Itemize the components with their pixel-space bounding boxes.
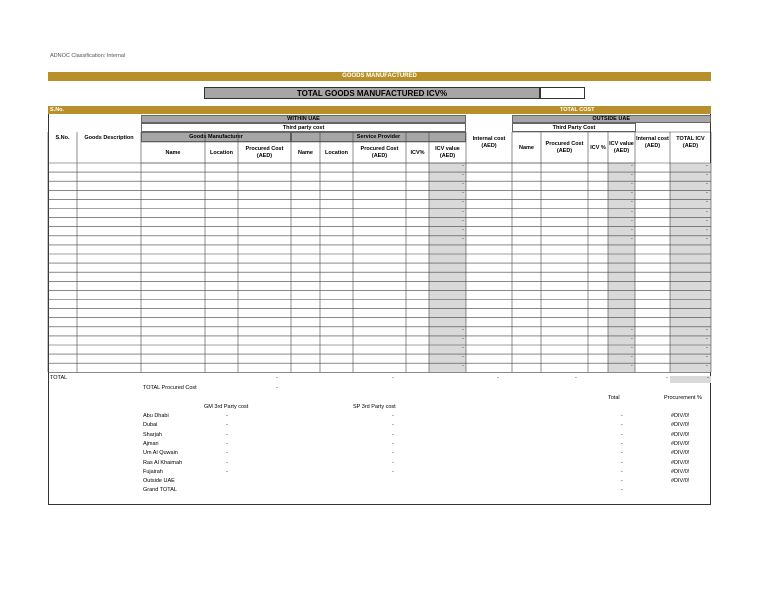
summary-gm-header: GM 3rd Party cost xyxy=(204,404,249,410)
header-internal-cost: Internal cost (AED) xyxy=(472,136,506,149)
total-outside-internal: - xyxy=(666,375,668,381)
summary-gm-cost: - xyxy=(226,440,228,447)
outside-icv-value-cell[interactable]: - xyxy=(631,172,633,179)
outside-icv-value-cell[interactable]: - xyxy=(631,199,633,206)
total-icv-cell[interactable]: - xyxy=(706,226,708,233)
goods-manufacturer-band: Goods Manufacturer xyxy=(141,132,291,142)
section-title-bar: GOODS MANUFACTURED xyxy=(48,72,711,81)
total-icv-cell[interactable]: - xyxy=(706,190,708,197)
total-icv-cell[interactable]: - xyxy=(706,326,708,333)
summary-gm-cost: - xyxy=(226,459,228,466)
summary-total: - xyxy=(621,459,623,466)
total-icv-cell[interactable]: - xyxy=(706,354,708,361)
icv-value-cell[interactable]: - xyxy=(462,235,464,242)
icv-value-cell[interactable]: - xyxy=(462,363,464,370)
summary-emirate: Grand TOTAL xyxy=(143,487,177,494)
service-provider-band: Service Provider xyxy=(291,132,466,142)
icv-value-cell[interactable]: - xyxy=(462,172,464,179)
summary-sp-cost: - xyxy=(392,431,394,438)
summary-sp-header: SP 3rd Party cost xyxy=(353,404,396,410)
summary-total: - xyxy=(621,422,623,429)
summary-procurement-pct: #DIV/0! xyxy=(671,440,690,447)
header-total-icv: TOTAL ICV (AED) xyxy=(676,136,705,149)
total-icv-cell[interactable]: - xyxy=(706,199,708,206)
outside-icv-value-cell[interactable]: - xyxy=(631,217,633,224)
total-icv-cell[interactable]: - xyxy=(706,163,708,169)
total-icv-cell[interactable]: - xyxy=(706,363,708,370)
icv-value-cell[interactable]: - xyxy=(462,199,464,206)
header-sno: S.No. xyxy=(55,134,70,141)
within-uae-band: WITHIN UAE xyxy=(141,115,466,123)
header-sp-name: Name xyxy=(298,149,313,156)
outside-icv-value-cell[interactable]: - xyxy=(631,190,633,197)
total-procured-label: TOTAL Procured Cost xyxy=(143,385,197,391)
summary-total: - xyxy=(621,468,623,475)
total-icv-cell[interactable]: - xyxy=(706,208,708,215)
summary-gm-cost: - xyxy=(226,450,228,457)
header-outside-icv: ICV % xyxy=(590,144,606,151)
icv-value-cell[interactable]: - xyxy=(462,163,464,169)
header-icv-value: ICV value (AED) xyxy=(435,146,460,159)
summary-procurement-pct: #DIV/0! xyxy=(671,478,690,485)
summary-procurement-pct: #DIV/0! xyxy=(671,459,690,466)
icv-value-cell[interactable]: - xyxy=(462,354,464,361)
icv-value-cell[interactable]: - xyxy=(462,217,464,224)
total-outside-procured: - xyxy=(575,375,577,381)
outside-icv-value-cell[interactable]: - xyxy=(631,226,633,233)
summary-total: - xyxy=(621,487,623,494)
summary-emirate: Um Al Quwain xyxy=(143,450,178,457)
header-icv-percent: ICV% xyxy=(410,149,425,156)
summary-procurement-header: Procurement % xyxy=(664,395,702,401)
summary-emirate: Ajman xyxy=(143,440,159,447)
summary-gm-cost: - xyxy=(226,413,228,419)
icv-value-cell[interactable]: - xyxy=(462,181,464,188)
header-gm-location: Location xyxy=(210,149,233,156)
summary-total: - xyxy=(621,431,623,438)
summary-emirate: Abu Dhabi xyxy=(143,413,169,419)
total-icv-cell[interactable] xyxy=(670,376,711,383)
total-gm-procured: - xyxy=(276,375,278,381)
total-icv-cell[interactable]: - xyxy=(706,172,708,179)
summary-procurement-pct: #DIV/0! xyxy=(671,468,690,475)
icv-value-cell[interactable]: - xyxy=(462,208,464,215)
main-title: TOTAL GOODS MANUFACTURED ICV% xyxy=(204,87,540,99)
summary-gm-cost: - xyxy=(226,468,228,475)
total-procured-value: - xyxy=(276,385,278,391)
header-outside-procured: Procured Cost (AED) xyxy=(545,141,584,154)
total-icv-cell[interactable]: - xyxy=(706,181,708,188)
summary-emirate: Ras Al Khaimah xyxy=(143,459,183,466)
outside-uae-band: OUTSIDE UAE xyxy=(512,115,711,123)
total-internal-cost: - xyxy=(497,375,499,381)
summary-sp-cost: - xyxy=(392,422,394,429)
summary-procurement-pct: #DIV/0! xyxy=(671,422,690,429)
total-icv-value: - xyxy=(707,375,709,381)
sno-bar-label: S.No. xyxy=(50,107,65,113)
summary-emirate: Outside UAE xyxy=(143,478,175,485)
icv-value-cell[interactable]: - xyxy=(462,326,464,333)
outside-icv-value-cell[interactable]: - xyxy=(631,354,633,361)
shaded-column xyxy=(670,163,711,372)
summary-sp-cost: - xyxy=(392,468,394,475)
shaded-column xyxy=(429,163,466,372)
summary-gm-cost: - xyxy=(226,431,228,438)
header-outside-icv-value: ICV value (AED) xyxy=(609,141,634,154)
header-sp-procured: Procured Cost (AED) xyxy=(360,146,399,159)
third-party-outside-band: Third Party Cost xyxy=(512,123,636,132)
header-gm-procured: Procured Cost (AED) xyxy=(245,146,284,159)
outside-icv-value-cell[interactable]: - xyxy=(631,345,633,351)
summary-emirate: Dubai xyxy=(143,422,158,429)
summary-procurement-pct: #DIV/0! xyxy=(671,431,690,438)
summary-sp-cost: - xyxy=(392,459,394,466)
summary-procurement-pct: #DIV/0! xyxy=(671,450,690,457)
icv-value-cell[interactable]: - xyxy=(462,226,464,233)
outside-icv-value-cell[interactable]: - xyxy=(631,235,633,242)
total-icv-cell[interactable]: - xyxy=(706,217,708,224)
summary-gm-cost: - xyxy=(226,422,228,429)
total-label: TOTAL xyxy=(50,375,68,381)
icv-value-cell[interactable]: - xyxy=(462,345,464,351)
header-outside-name: Name xyxy=(519,144,534,151)
summary-emirate: Fujairah xyxy=(143,468,163,475)
summary-procurement-pct: #DIV/0! xyxy=(671,413,690,419)
total-icv-cell[interactable]: - xyxy=(706,345,708,351)
summary-sp-cost: - xyxy=(392,440,394,447)
outside-icv-value-cell[interactable]: - xyxy=(631,363,633,370)
outside-icv-value-cell[interactable]: - xyxy=(631,181,633,188)
summary-total: - xyxy=(621,440,623,447)
total-sp-procured: - xyxy=(392,375,394,381)
header-goods-description: Goods Description xyxy=(84,134,134,141)
classification-label: ADNOC Classification: Internal xyxy=(50,53,126,59)
summary-sp-cost: - xyxy=(392,413,394,419)
total-icv-cell[interactable]: - xyxy=(706,335,708,342)
outside-icv-value-cell[interactable]: - xyxy=(631,335,633,342)
total-icv-cell[interactable]: - xyxy=(706,235,708,242)
header-sp-location: Location xyxy=(325,149,348,156)
total-cost-label: TOTAL COST xyxy=(560,107,595,113)
third-party-band: Third party cost xyxy=(141,123,466,132)
icv-value-cell[interactable]: - xyxy=(462,190,464,197)
summary-total: - xyxy=(621,478,623,485)
header-gm-name: Name xyxy=(165,149,181,156)
summary-sp-cost: - xyxy=(392,450,394,457)
summary-emirate: Sharjah xyxy=(143,431,162,438)
summary-total: - xyxy=(621,413,623,419)
header-outside-internal: Internal cost (AED) xyxy=(636,136,669,149)
outside-icv-value-cell[interactable]: - xyxy=(631,163,633,169)
outside-icv-value-cell[interactable]: - xyxy=(631,208,633,215)
summary-total-header: Total xyxy=(608,395,620,401)
summary-total: - xyxy=(621,450,623,457)
outside-icv-value-cell[interactable]: - xyxy=(631,326,633,333)
icv-value-cell[interactable]: - xyxy=(462,335,464,342)
